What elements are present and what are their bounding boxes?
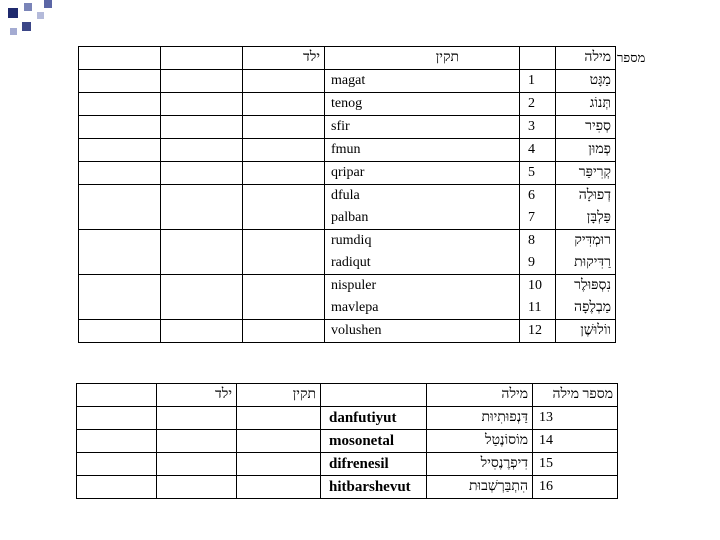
- item-number: 13: [533, 407, 618, 430]
- item-number: 7: [520, 207, 556, 230]
- table-row: [79, 252, 616, 275]
- column-header-child: ילד: [157, 384, 237, 407]
- transliteration: dfula: [325, 185, 520, 208]
- table-row: [77, 430, 618, 453]
- table-row: [79, 139, 616, 162]
- table-row: [79, 185, 616, 208]
- hebrew-word: קְרִיפַּר: [556, 162, 616, 185]
- item-number: 9: [520, 252, 556, 275]
- transliteration: hitbarshevut: [321, 476, 427, 499]
- transliteration: rumdiq: [325, 230, 520, 253]
- hebrew-word: מַגָּט: [556, 70, 616, 93]
- item-number: 6: [520, 185, 556, 208]
- table-row: [79, 275, 616, 298]
- empty-header-cell: [520, 47, 556, 70]
- logo-square: [37, 12, 44, 19]
- item-number: 3: [520, 116, 556, 139]
- transliteration: nispuler: [325, 275, 520, 298]
- hebrew-word: נִסְפּוּלֶר: [556, 275, 616, 298]
- column-header-word-number: מספר מילה: [533, 384, 618, 407]
- word-table-2: [76, 383, 618, 499]
- transliteration: sfir: [325, 116, 520, 139]
- hebrew-word: רַדִּיקוּת: [556, 252, 616, 275]
- item-number: 1: [520, 70, 556, 93]
- column-header-word: מילה: [556, 47, 616, 70]
- transliteration: qripar: [325, 162, 520, 185]
- table-header-row: [79, 47, 616, 70]
- logo-square: [8, 8, 18, 18]
- empty-header-cell: [77, 384, 157, 407]
- item-number: 11: [520, 297, 556, 320]
- hebrew-word: דְפוּלָה: [556, 185, 616, 208]
- transliteration: magat: [325, 70, 520, 93]
- table-row: [77, 407, 618, 430]
- hebrew-word: תְּנוֹג: [556, 93, 616, 116]
- column-header-number-overflow: מספר: [617, 50, 646, 65]
- column-header-word: מילה: [427, 384, 533, 407]
- item-number: 5: [520, 162, 556, 185]
- item-number: 8: [520, 230, 556, 253]
- transliteration: difrenesil: [321, 453, 427, 476]
- empty-header-cell: [321, 384, 427, 407]
- hebrew-word: מַבְלֶפָה: [556, 297, 616, 320]
- transliteration: fmun: [325, 139, 520, 162]
- table-row: [79, 320, 616, 343]
- empty-header-cell: [161, 47, 243, 70]
- item-number: 16: [533, 476, 618, 499]
- transliteration: mavlepa: [325, 297, 520, 320]
- hebrew-word: פְמוּן: [556, 139, 616, 162]
- hebrew-word: דִיפְרֶנֶסִיל: [427, 453, 533, 476]
- hebrew-word: דַּנְפוּתִיוּת: [427, 407, 533, 430]
- item-number: 15: [533, 453, 618, 476]
- table-row: [77, 476, 618, 499]
- hebrew-word: הִתְבַּרְשְׁבוּת: [427, 476, 533, 499]
- item-number: 2: [520, 93, 556, 116]
- item-number: 12: [520, 320, 556, 343]
- transliteration: tenog: [325, 93, 520, 116]
- logo-square: [10, 28, 17, 35]
- logo-square: [24, 3, 32, 11]
- hebrew-word: סְפִיר: [556, 116, 616, 139]
- table-row: [79, 297, 616, 320]
- table-header-row: [77, 384, 618, 407]
- slide-logo: [0, 0, 72, 40]
- column-header-correct: תקין: [325, 47, 520, 70]
- transliteration: radiqut: [325, 252, 520, 275]
- hebrew-word: רוּמְדִּיק: [556, 230, 616, 253]
- hebrew-word: מוֹסוֹנֶטַל: [427, 430, 533, 453]
- item-number: 4: [520, 139, 556, 162]
- table-row: [79, 93, 616, 116]
- logo-square: [44, 0, 52, 8]
- table-row: [79, 70, 616, 93]
- table-row: [77, 453, 618, 476]
- transliteration: volushen: [325, 320, 520, 343]
- hebrew-word: פַּלְבָּן: [556, 207, 616, 230]
- transliteration: mosonetal: [321, 430, 427, 453]
- table-row: [79, 230, 616, 253]
- empty-header-cell: [79, 47, 161, 70]
- item-number: 10: [520, 275, 556, 298]
- column-header-correct: תקין: [237, 384, 321, 407]
- item-number: 14: [533, 430, 618, 453]
- transliteration: danfutiyut: [321, 407, 427, 430]
- table-row: [79, 162, 616, 185]
- table-row: [79, 207, 616, 230]
- word-table-1: [78, 46, 616, 343]
- table-row: [79, 116, 616, 139]
- transliteration: palban: [325, 207, 520, 230]
- column-header-child: ילד: [243, 47, 325, 70]
- hebrew-word: ווֹלוּשֶׁן: [556, 320, 616, 343]
- logo-square: [22, 22, 31, 31]
